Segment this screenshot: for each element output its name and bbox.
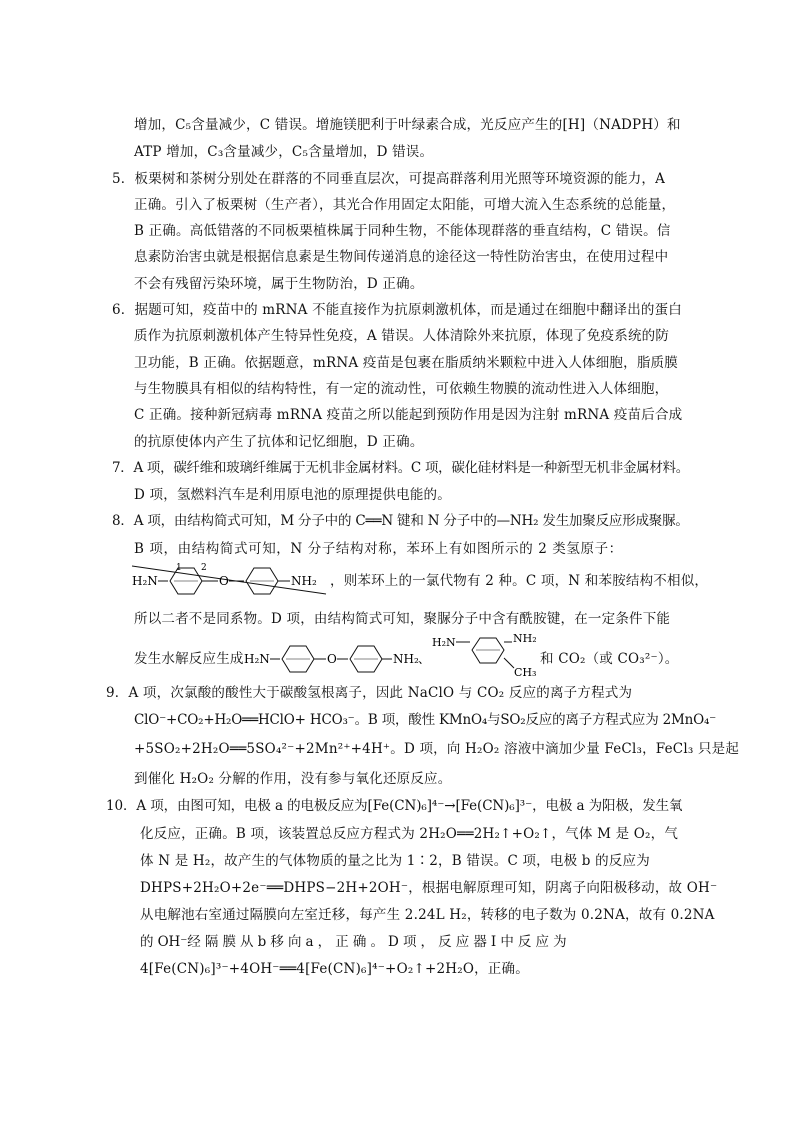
text-line: ，则苯环上的一氯代物有 2 种。C 项，N 和苯胺结构不相似，	[330, 573, 709, 589]
text-line: D 项，氢燃料汽车是利用原电池的原理提供电能的。	[134, 487, 451, 503]
item-6: 6．据题可知，疫苗中的 mRNA 不能直接作为抗原刺激机体，而是通过在细胞中翻译出的蛋白	[112, 302, 682, 318]
text-line: 从电解池右室通过隔膜向左室迁移，每产生 2.24L H₂，转移的电子数为 0.2NA，故有 0.2NA	[140, 907, 715, 923]
ch3-label: CH₃	[514, 666, 537, 679]
h2n-label: H₂N	[432, 636, 456, 649]
hydrolysis-product-structure	[244, 638, 431, 678]
oxygen-label: O	[219, 574, 229, 588]
oxygen-label: O	[327, 652, 337, 666]
position-1-label: 1	[176, 563, 182, 573]
text-line: B 项，由结构简式可知，N 分子结构对称，苯环上有如图所示的 2 类氢原子：	[134, 541, 623, 557]
item-8: 8．A 项，由结构简式可知，M 分子中的 C══N 键和 N 分子中的—NH₂ 发生加聚反应形成聚脲。	[112, 513, 689, 529]
text-line: 化反应，正确。B 项，该装置总反应方程式为 2H₂O══2H₂↑+O₂↑，气体 M 是 O₂，气	[140, 826, 679, 842]
nh2-label: NH₂	[513, 632, 537, 645]
item-5: 5．板栗树和茶树分别处在群落的不同垂直层次，可提高群落利用光照等环境资源的能力，A	[112, 171, 666, 187]
text-line: 卫功能，B 正确。依据题意，mRNA 疫苗是包裹在脂质纳米颗粒中进入人体细胞，脂质膜	[134, 355, 678, 371]
text-line: C 正确。接种新冠病毒 mRNA 疫苗之所以能起到预防作用是因为注射 mRNA 疫苗后合成	[134, 407, 683, 423]
text-line: 质作为抗原刺激机体产生特异性免疫，A 错误。人体清除外来抗原，体现了免疫系统的防	[134, 328, 670, 344]
text-line: 的 OH⁻经 隔 膜 从 b 移 向 a ， 正 确 。 D 项 ， 反 应 器 Ⅰ 中 反 应 为	[140, 934, 567, 950]
text-line: 增加，C₅含量减少，C 错误。增施镁肥利于叶绿素合成，光反应产生的[H]（NADPH）和	[134, 117, 681, 133]
toluenediamine-structure	[432, 628, 538, 680]
separator: 、	[418, 652, 431, 666]
text-line: 正确。引入了板栗树（生产者），其光合作用固定太阳能，可增大流入生态系统的总能量，	[134, 197, 676, 213]
text-line: 的抗原使体内产生了抗体和记忆细胞，D 正确。	[134, 434, 424, 450]
item-10: 10．A 项，由图可知，电极 a 的电极反应为[Fe(CN)₆]⁴⁻→[Fe(CN)₆]³⁻，电极 a 为阳极，发生氧	[106, 798, 683, 814]
text-line: ClO⁻+CO₂+H₂O══HClO+ HCO₃⁻。B 项，酸性 KMnO₄与SO₂反应的离子方程式应为 2MnO₄⁻	[134, 712, 717, 728]
text-line: 发生水解反应生成	[134, 651, 244, 667]
text-line: 到催化 H₂O₂ 分解的作用，没有参与氧化还原反应。	[134, 771, 452, 787]
text-line: 不会有残留污染环境，属于生物防治，D 正确。	[134, 276, 424, 292]
item-7: 7．A 项，碳纤维和玻璃纤维属于无机非金属材料。C 项，碳化硅材料是一种新型无机非金属材料。	[112, 460, 689, 476]
text-line: B 正确。高低错落的不同板栗植株属于同种生物，不能体现群落的垂直结构，C 错误。信	[134, 223, 671, 239]
text-line: 4[Fe(CN)₆]³⁻+4OH⁻══4[Fe(CN)₆]⁴⁻+O₂↑+2H₂O，正确。	[140, 961, 529, 977]
item-9: 9．A 项，次氯酸的酸性大于碳酸氢根离子，因此 NaClO 与 CO₂ 反应的离子方程式为	[106, 685, 633, 701]
text-line: ATP 增加，C₃含量减少，C₅含量增加，D 错误。	[134, 144, 434, 160]
diamine-structure	[130, 560, 330, 600]
text-line: 所以二者不是同系物。D 项，由结构简式可知，聚脲分子中含有酰胺键，在一定条件下能	[134, 611, 671, 627]
text-line: 与生物膜具有相似的结构特性，有一定的流动性，可依赖生物膜的流动性进入人体细胞，	[134, 381, 669, 397]
text-line: DHPS+2H₂O+2e⁻══DHPS−2H+2OH⁻，根据电解原理可知，阴离子向阳极移动，故 OH⁻	[140, 880, 718, 896]
text-line: 体 N 是 H₂，故产生的气体物质的量之比为 1∶2，B 错误。C 项，电极 b 的反应为	[140, 853, 650, 869]
text-line: 和 CO₂（或 CO₃²⁻）。	[540, 651, 679, 667]
nh2-label: NH₂	[291, 574, 317, 588]
h2n-label: H₂N	[132, 574, 158, 588]
nh2-label: NH₂	[393, 652, 419, 666]
text-line: +5SO₂+2H₂O══5SO₄²⁻+2Mn²⁺+4H⁺。D 项，向 H₂O₂ 溶液中滴加少量 FeCl₃，FeCl₃ 只是起	[134, 741, 740, 757]
position-2-label: 2	[201, 563, 207, 573]
text-line: 息素防治害虫就是根据信息素是生物间传递消息的途径这一特性防治害虫，在使用过程中	[134, 249, 669, 265]
h2n-label: H₂N	[244, 652, 270, 666]
